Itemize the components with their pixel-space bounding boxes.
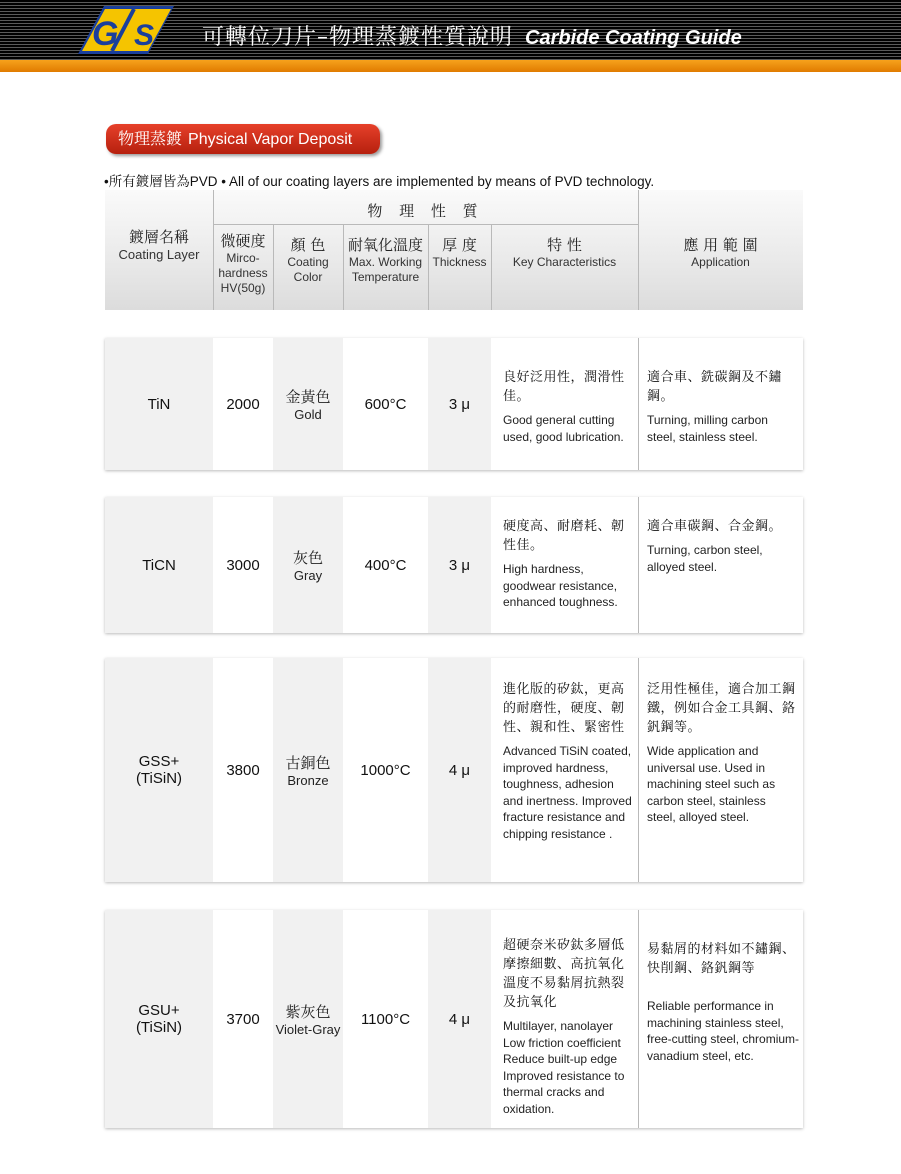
hardness-value: 2000 [226,395,260,413]
page-title [202,20,742,51]
logo-letter-g: G [92,15,119,53]
col-max-temp: 耐氧化溫度 Max. Working Temperature [347,236,423,284]
table-row [105,910,803,1128]
logo-letter-s: S [134,19,155,52]
col-characteristics: 特 性 Key Characteristics [512,236,617,269]
table-row [105,338,803,470]
max-temp-value: 400°C [364,556,407,574]
application-text: 適合車、銑碳鋼及不鏽鋼。 Turning, milling carbon steel, stainless steel. [647,370,783,444]
max-temp-value: 600°C [364,395,407,413]
hardness-value: 3000 [226,556,260,574]
coating-name: GSS+ (TiSiN) [135,753,183,787]
key-characteristics: 硬度高、耐磨耗、韌性佳。 High hardness, goodwear resistance, enhanced toughness. [503,519,625,609]
application-text: 易黏屑的材料如不鏽鋼、快削鋼、鉻釩鋼等 Reliable performance in machining stainless steel, free-cutting steel, chromium-vanadium steel, etc. [647,942,800,1063]
col-thickness: 厚 度 Thickness [432,236,487,269]
gs-logo [70,4,180,56]
max-temp-value: 1100°C [360,1010,411,1028]
coating-color: 灰色 Gray [292,549,323,583]
col-application: 應 用 範 圍 Application [683,236,758,269]
table-row [105,497,803,633]
section-label-zh: 物理蒸鍍 [118,129,183,148]
coating-name: GSU+ (TiSiN) [135,1002,183,1036]
application-text: 適合車碳鋼、合金鋼。 Turning, carbon steel, alloyed steel. [647,519,783,574]
key-characteristics: 進化版的矽鈦，更高的耐磨性，硬度、韌性、親和性、緊密性 Advanced TiSiN coated, improved hardness, toughness, adhesion and inertness. Improved fracture resistance and chipping resistance . [503,682,632,841]
hardness-value: 3700 [226,1010,260,1028]
coating-color: 金黃色 Gold [285,388,331,422]
key-characteristics: 良好泛用性，潤滑性佳。 Good general cutting used, good lubrication. [503,370,625,444]
page-title-zh: 可轉位刀片–物理蒸鍍性質說明 [202,25,514,50]
banner-orange-band [0,60,901,72]
top-banner [0,0,901,72]
section-label-en: Physical Vapor Deposit [188,131,353,148]
key-characteristics: 超硬奈米矽鈦多層低摩擦細數、高抗氧化溫度不易黏屑抗熱裂及抗氧化 Multilayer, nanolayer Low friction coefficient Reduce built-up edge Improved resistance to thermal cracks and oxidation. [503,938,625,1116]
coating-color: 紫灰色 Violet-Gray [275,1003,341,1037]
page-title-en: Carbide Coating Guide [525,27,742,49]
physical-props-header: 物 理 性 質 [367,202,484,220]
table-row [105,658,803,882]
col-hardness: 微硬度 Mirco- hardness HV(50g) [218,232,268,295]
coating-name: TiCN [142,556,176,574]
thickness-value: 4 μ [448,1010,471,1028]
hardness-value: 3800 [226,761,260,779]
col-color: 顏 色 Coating Color [287,236,329,284]
coating-name: TiN [147,395,171,413]
coating-color: 古銅色 Bronze [285,754,331,788]
max-temp-value: 1000°C [360,761,411,779]
thickness-value: 3 μ [448,556,471,574]
thickness-value: 3 μ [448,395,471,413]
section-label [106,124,380,154]
application-text: 泛用性極佳，適合加工鋼鐵，例如合金工具鋼、鉻釩鋼等。 Wide application and universal use. Used in machining steel such as carbon steel, stainless steel, alloyed steel. [647,682,796,824]
table-header [105,190,803,310]
thickness-value: 4 μ [448,761,471,779]
col-coating-layer: 鍍層名稱 Coating Layer [118,228,200,262]
pvd-note: •所有鍍層皆為PVD • All of our coating layers are implemented by means of PVD technology. [104,174,655,189]
